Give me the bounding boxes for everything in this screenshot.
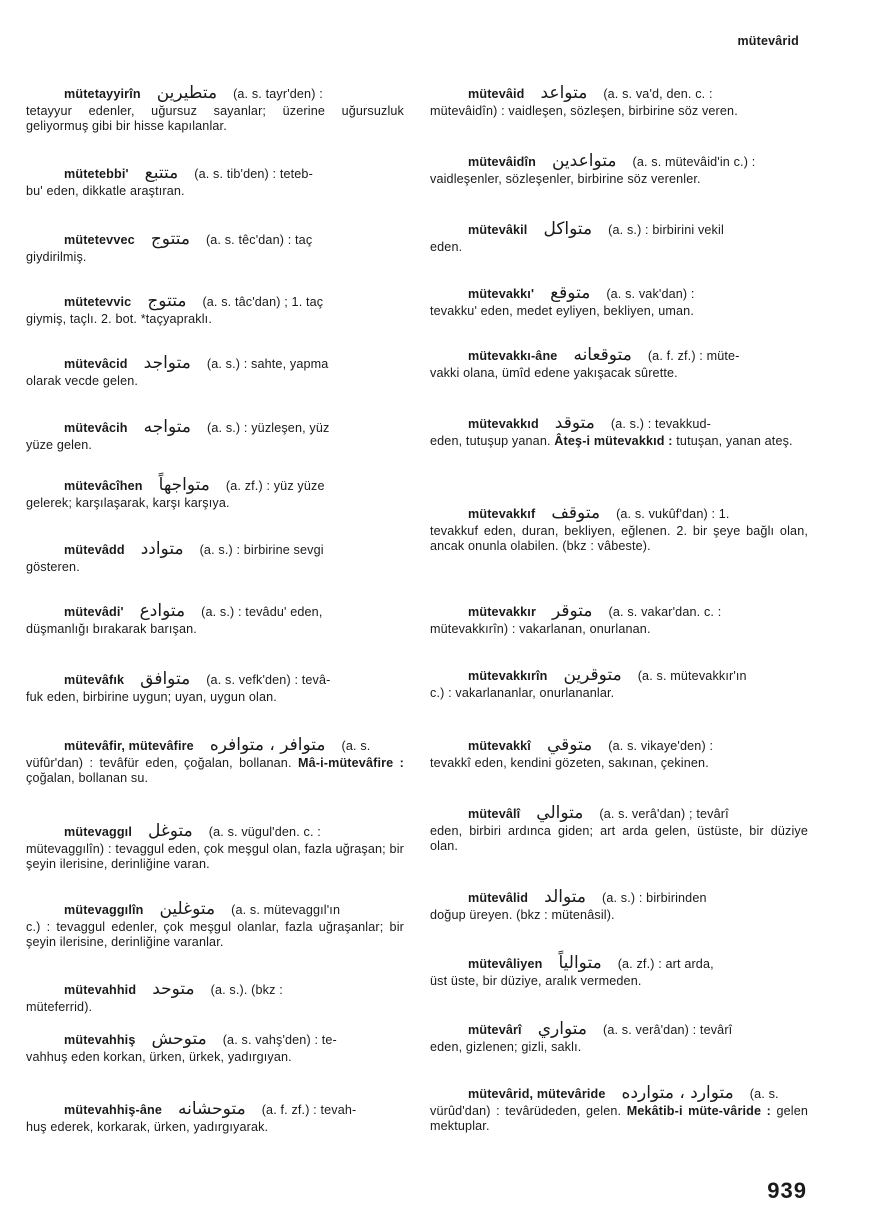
definition-text: giydirilmiş. <box>26 249 87 264</box>
entry-headline <box>26 821 404 841</box>
etymology: (a. s. va'd, den. c. : <box>603 87 713 101</box>
etymology: (a. s. mütevaggıl'ın <box>231 903 341 917</box>
headword: mütevâcîhen <box>64 479 143 493</box>
arabic-script: متوافر ، متوافره <box>209 735 326 755</box>
dictionary-entry <box>430 803 808 855</box>
definition-text: vaidleşenler, sözleşenler, birbirine söz verenler. <box>430 171 701 186</box>
etymology: (a. s. vakar'dan. c. : <box>608 605 722 619</box>
definition-text: olarak vecde gelen. <box>26 373 139 388</box>
dictionary-entry <box>430 665 808 701</box>
dictionary-entry <box>26 735 404 787</box>
etymology: (a. s. vefk'den) : tevâ- <box>206 673 331 687</box>
dictionary-entry <box>26 1029 404 1065</box>
definition-text: huş ederek, korkarak, ürken, yadırgıyarak. <box>26 1119 269 1134</box>
etymology: (a. s. mütevakkır'ın <box>637 669 747 683</box>
dictionary-entry <box>430 953 808 989</box>
definition-text: vahhuş eden korkan, ürken, ürkek, yadırgıyan. <box>26 1049 292 1064</box>
definition-text: doğup üreyen. (bkz : mütenâsil). <box>430 907 615 922</box>
dictionary-entry <box>26 475 404 511</box>
headword: mütevâidîn <box>468 155 536 169</box>
headword: mütevâliyen <box>468 957 543 971</box>
subentry-definition: çoğalan, bollanan su. <box>26 771 149 785</box>
entry-headline <box>26 979 404 999</box>
arabic-script: متواجهاً <box>158 475 210 495</box>
definition-text: üst üste, bir düziye, aralık vermeden. <box>430 973 642 988</box>
headword: mütevâkil <box>468 223 528 237</box>
definition <box>26 1050 404 1066</box>
definition-text: tevakkî eden, kendini gözeten, sakınan, çekinen. <box>430 755 709 770</box>
arabic-script: متوحد <box>152 979 195 999</box>
headword: mütevakkı-âne <box>468 349 558 363</box>
headword: mütevâfık <box>64 673 125 687</box>
definition-text: eden. <box>430 239 463 254</box>
definition <box>430 824 808 855</box>
etymology: (a. s.). (bkz : <box>210 983 283 997</box>
definition <box>26 496 404 512</box>
arabic-script: متوالياً <box>558 953 602 973</box>
entry-headline <box>430 601 808 621</box>
dictionary-entry <box>430 219 808 255</box>
entry-headline <box>430 1083 808 1103</box>
etymology: (a. s.) : birbirine sevgi <box>199 543 324 557</box>
definition-text: vürûd'dan) : tevârüdeden, gelen. <box>430 1103 622 1118</box>
definition-text: mütevâidîn) : vaidleşen, sözleşen, birbirine söz veren. <box>430 103 738 118</box>
headword: mütetayyirîn <box>64 87 141 101</box>
etymology: (a. f. zf.) : müte- <box>647 349 740 363</box>
definition <box>26 104 404 135</box>
headword: mütevârî <box>468 1023 522 1037</box>
arabic-script: متوارد ، متوارده <box>621 1083 734 1103</box>
arabic-script: متطيرين <box>156 83 218 103</box>
definition <box>26 622 404 638</box>
arabic-script: متوحش <box>151 1029 207 1049</box>
definition <box>26 690 404 706</box>
dictionary-entry <box>430 83 808 119</box>
arabic-script: متوقعانه <box>573 345 632 365</box>
definition <box>26 1000 404 1016</box>
dictionary-entry <box>26 163 404 199</box>
headword: mütevakkî <box>468 739 531 753</box>
etymology: (a. s.) : sahte, yapma <box>206 357 329 371</box>
dictionary-entry <box>430 503 808 555</box>
subentry-term: Mâ-i-mütevâfire : <box>297 755 404 770</box>
arabic-script: متواجد <box>143 353 191 373</box>
definition <box>430 240 808 256</box>
arabic-script: متوقرين <box>563 665 622 685</box>
definition-text: tevakkuf eden, duran, bekliyen, eğlenen. 2. bir şeye bağlı olan, ancak onunla olabilen. (bkz : vâbeste). <box>430 523 808 553</box>
definition <box>26 756 404 787</box>
subentry-definition: gelen mektuplar. <box>430 1103 809 1133</box>
entry-headline <box>26 601 404 621</box>
definition-text: eden, gizlenen; gizli, saklı. <box>430 1039 582 1054</box>
entry-headline <box>26 899 404 919</box>
headword: mütevârid, mütevâride <box>468 1087 606 1101</box>
entry-headline <box>430 503 808 523</box>
entry-headline <box>430 413 808 433</box>
definition <box>430 686 808 702</box>
subentry-term: Mekâtib-i müte-vâride : <box>626 1103 771 1118</box>
headword: mütevâdd <box>64 543 125 557</box>
running-header: mütevârid <box>737 34 799 48</box>
headword: mütevâlid <box>468 891 529 905</box>
entry-headline <box>26 475 404 495</box>
definition-text: c.) : tevaggul edenler, çok meşgul olanlar, fazla uğraşanlar; bir şeyin ilerisine, derinliğine varanlar. <box>26 919 404 949</box>
definition <box>430 524 808 555</box>
dictionary-entry <box>430 151 808 187</box>
dictionary-entry <box>430 735 808 771</box>
dictionary-entry <box>430 1083 809 1135</box>
arabic-script: متوالد <box>544 887 586 907</box>
arabic-script: متوقد <box>554 413 595 433</box>
definition-text: bu' eden, dikkatle araştıran. <box>26 183 185 198</box>
headword: mütetebbi' <box>64 167 129 181</box>
arabic-script: متواكل <box>543 219 593 239</box>
arabic-script: متوافق <box>140 669 191 689</box>
definition-text: fuk eden, birbirine uygun; uyan, uygun olan. <box>26 689 277 704</box>
definition <box>430 1104 808 1135</box>
subentry-term: Âteş-i mütevakkıd : <box>554 433 673 448</box>
headword: mütevâid <box>468 87 525 101</box>
definition <box>430 366 808 382</box>
entry-headline <box>430 219 808 239</box>
headword: mütevâfir, mütevâfire <box>64 739 194 753</box>
entry-headline <box>26 291 404 311</box>
definition <box>26 1120 404 1136</box>
arabic-script: متتبع <box>144 163 179 183</box>
headword: mütevakkır <box>468 605 537 619</box>
definition <box>430 304 808 320</box>
etymology: (a. s.) : birbirinden <box>602 891 707 905</box>
definition-text: gelerek; karşılaşarak, karşı karşıya. <box>26 495 230 510</box>
entry-headline <box>430 735 808 755</box>
headword: mütevâcid <box>64 357 128 371</box>
definition-text: vakki olana, ümîd edene yakışacak sûrette. <box>430 365 678 380</box>
arabic-script: متوقف <box>551 503 601 523</box>
entry-headline <box>26 669 404 689</box>
entry-headline <box>430 345 808 365</box>
etymology: (a. s. tâc'dan) ; 1. taç <box>202 295 324 309</box>
arabic-script: متتوج <box>147 291 187 311</box>
headword: mütevahhiş <box>64 1033 136 1047</box>
headword: mütevaggıl <box>64 825 132 839</box>
entry-headline <box>26 1029 404 1049</box>
etymology: (a. s.) : birbirini vekil <box>608 223 724 237</box>
dictionary-entry <box>430 887 808 923</box>
etymology: (a. s. <box>341 739 371 753</box>
etymology: (a. s. <box>749 1087 779 1101</box>
definition <box>430 974 808 990</box>
arabic-script: متوقر <box>552 601 593 621</box>
definition <box>430 172 808 188</box>
etymology: (a. s. verâ'dan) : tevârî <box>602 1023 733 1037</box>
definition <box>430 622 808 638</box>
dictionary-entry <box>26 601 404 637</box>
etymology: (a. zf.) : art arda, <box>617 957 714 971</box>
definition-text: gösteren. <box>26 559 80 574</box>
entry-headline <box>430 1019 808 1039</box>
entry-headline <box>430 151 808 171</box>
definition <box>430 1040 808 1056</box>
definition <box>430 756 808 772</box>
definition-text: eden, tutuşup yanan. <box>430 433 551 448</box>
arabic-script: متوغل <box>147 821 193 841</box>
definition-text: tevakku' eden, medet eyliyen, bekliyen, uman. <box>430 303 694 318</box>
arabic-script: متواجه <box>143 417 192 437</box>
dictionary-entry <box>26 821 404 873</box>
headword: mütevâlî <box>468 807 521 821</box>
entry-headline <box>26 539 404 559</box>
dictionary-entry <box>430 1019 808 1055</box>
dictionary-entry <box>26 979 404 1015</box>
etymology: (a. s.) : yüzleşen, yüz <box>207 421 330 435</box>
definition-text: vüfûr'dan) : tevâfür eden, çoğalan, bollanan. <box>26 755 292 770</box>
headword: mütevakkıf <box>468 507 536 521</box>
arabic-script: متوقع <box>550 283 591 303</box>
headword: mütevâdi' <box>64 605 124 619</box>
entry-headline <box>430 83 808 103</box>
dictionary-entry <box>26 1099 404 1135</box>
page-number: 939 <box>767 1178 807 1203</box>
dictionary-entry <box>26 669 404 705</box>
entry-headline <box>430 803 808 823</box>
etymology: (a. s. verâ'dan) ; tevârî <box>599 807 729 821</box>
dictionary-entry <box>430 345 808 381</box>
entry-headline <box>430 887 808 907</box>
entry-headline <box>430 953 808 973</box>
entry-headline <box>26 735 404 755</box>
etymology: (a. s.) : tevâdu' eden, <box>201 605 323 619</box>
arabic-script: متواعدين <box>551 151 617 171</box>
headword: mütevakkıd <box>468 417 539 431</box>
headword: mütevahhid <box>64 983 137 997</box>
definition <box>26 560 404 576</box>
headword: mütevâcih <box>64 421 128 435</box>
definition-text: yüze gelen. <box>26 437 93 452</box>
dictionary-entry <box>26 353 404 389</box>
arabic-script: متوادد <box>140 539 184 559</box>
entry-headline <box>430 283 808 303</box>
definition <box>430 434 808 450</box>
definition-text: tetayyur edenler, uğursuz sayanlar; üzerine uğursuzluk geliyormuş gibi bir hisse kapılanlar. <box>26 103 404 133</box>
headword: mütevakkı' <box>468 287 535 301</box>
etymology: (a. s. tib'den) : teteb- <box>194 167 313 181</box>
etymology: (a. s.) : tevakkud- <box>610 417 712 431</box>
definition <box>26 184 404 200</box>
headword: mütevakkırîn <box>468 669 548 683</box>
dictionary-entry <box>26 539 404 575</box>
definition <box>430 104 808 120</box>
etymology: (a. f. zf.) : tevah- <box>261 1103 357 1117</box>
entry-headline <box>26 163 404 183</box>
etymology: (a. s. têc'dan) : taç <box>205 233 313 247</box>
etymology: (a. s. vak'dan) : <box>606 287 695 301</box>
etymology: (a. s. vikaye'den) : <box>608 739 714 753</box>
etymology: (a. zf.) : yüz yüze <box>225 479 325 493</box>
entry-headline <box>26 353 404 373</box>
headword: mütevahhiş-âne <box>64 1103 162 1117</box>
definition <box>26 250 404 266</box>
definition-text: mütevakkırîn) : vakarlanan, onurlanan. <box>430 621 651 636</box>
dictionary-entry <box>26 899 404 951</box>
definition <box>26 374 404 390</box>
definition-text: eden, birbiri ardınca giden; art arda gelen, üstüste, bir düziye olan. <box>430 823 808 853</box>
dictionary-entry <box>430 283 808 319</box>
arabic-script: متوالي <box>536 803 584 823</box>
etymology: (a. s. mütevâid'in c.) : <box>632 155 756 169</box>
entry-headline <box>26 1099 404 1119</box>
etymology: (a. s. vahş'den) : te- <box>222 1033 337 1047</box>
entry-headline <box>26 83 404 103</box>
dictionary-entry <box>26 83 404 135</box>
definition <box>26 842 404 873</box>
etymology: (a. s. tayr'den) : <box>233 87 323 101</box>
etymology: (a. s. vügul'den. c. : <box>208 825 321 839</box>
definition <box>430 908 808 924</box>
definition-text: c.) : vakarlananlar, onurlananlar. <box>430 685 615 700</box>
definition-text: müteferrid). <box>26 999 93 1014</box>
dictionary-entry <box>26 291 404 327</box>
arabic-script: متواعد <box>540 83 588 103</box>
entry-headline <box>430 665 808 685</box>
definition-text: düşmanlığı bırakarak barışan. <box>26 621 197 636</box>
definition <box>26 920 404 951</box>
arabic-script: متوادع <box>139 601 186 621</box>
entry-headline <box>26 229 404 249</box>
headword: mütevaggılîn <box>64 903 144 917</box>
dictionary-entry <box>26 229 404 265</box>
definition <box>26 438 404 454</box>
arabic-script: متوحشانه <box>177 1099 246 1119</box>
arabic-script: متواري <box>537 1019 587 1039</box>
etymology: (a. s. vukûf'dan) : 1. <box>616 507 730 521</box>
definition <box>26 312 404 328</box>
definition-text: mütevaggılîn) : tevaggul eden, çok meşgul olan, fazla uğraşan; bir şeyin ilerisine, derinliğine varan. <box>26 841 404 871</box>
arabic-script: متوغلين <box>159 899 216 919</box>
definition-text: giymiş, taçlı. 2. bot. *taçyapraklı. <box>26 311 212 326</box>
arabic-script: متوقي <box>546 735 593 755</box>
headword: mütetevvec <box>64 233 135 247</box>
dictionary-entry <box>430 413 808 449</box>
entry-headline <box>26 417 404 437</box>
headword: mütetevvic <box>64 295 132 309</box>
dictionary-entry <box>430 601 808 637</box>
dictionary-entry <box>26 417 404 453</box>
arabic-script: متتوج <box>150 229 190 249</box>
subentry-definition: tutuşan, yanan ateş. <box>672 433 793 448</box>
